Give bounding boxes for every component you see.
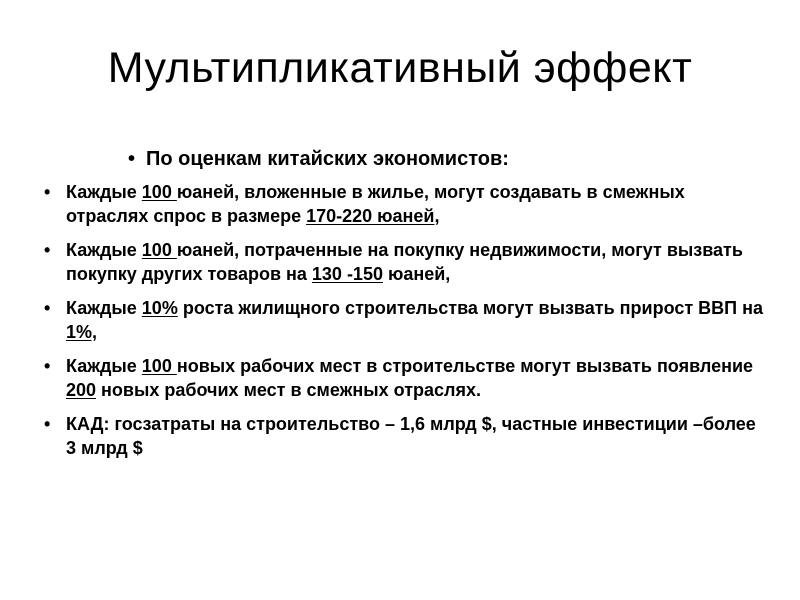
list-item bbox=[44, 296, 764, 344]
bullet-icon: • bbox=[44, 414, 51, 434]
subheading bbox=[128, 145, 509, 173]
item-text: юаней, потраченные на покупку недвижимости, могут вызвать покупку других товаров на bbox=[66, 240, 743, 284]
item-text: Каждые bbox=[66, 240, 142, 260]
list-item bbox=[44, 412, 764, 460]
underlined-value: 170-220 юаней bbox=[306, 206, 435, 226]
item-text: Каждые bbox=[66, 182, 142, 202]
item-text: , bbox=[434, 206, 440, 226]
item-text: КАД: госзатраты на строительство – 1,6 млрд $, частные инвестиции –более 3 млрд $ bbox=[66, 414, 756, 458]
item-text: Каждые bbox=[66, 356, 142, 376]
underlined-value: 100 bbox=[141, 356, 177, 376]
bullet-icon: • bbox=[44, 240, 51, 260]
underlined-value: 100 bbox=[141, 182, 177, 202]
bullet-icon: • bbox=[128, 148, 136, 170]
item-text: юаней, bbox=[382, 264, 451, 284]
underlined-value: 200 bbox=[66, 380, 97, 400]
underlined-value: 10% bbox=[141, 298, 178, 318]
slide-title: Мультипликативный эффект bbox=[107, 44, 693, 92]
item-text: новых рабочих мест в смежных отраслях. bbox=[96, 380, 481, 400]
list-item bbox=[44, 238, 764, 286]
item-text: Каждые bbox=[66, 298, 142, 318]
item-text: новых рабочих мест в строительстве могут вызвать появление bbox=[176, 356, 754, 376]
underlined-value: 100 bbox=[141, 240, 177, 260]
item-text: роста жилищного строительства могут вызвать прирост ВВП на bbox=[177, 298, 763, 318]
bullet-list bbox=[44, 180, 764, 470]
bullet-icon: • bbox=[44, 356, 51, 376]
underlined-value: 1%, bbox=[66, 322, 98, 342]
bullet-icon: • bbox=[44, 182, 51, 202]
subheading-text: По оценкам китайских экономистов: bbox=[146, 148, 509, 170]
list-item bbox=[44, 354, 764, 402]
bullet-icon: • bbox=[44, 298, 51, 318]
underlined-value: 130 -150 bbox=[311, 264, 383, 284]
list-item bbox=[44, 180, 764, 228]
item-text: юаней, вложенные в жилье, могут создавать в смежных отраслях спрос в размере bbox=[66, 182, 685, 226]
